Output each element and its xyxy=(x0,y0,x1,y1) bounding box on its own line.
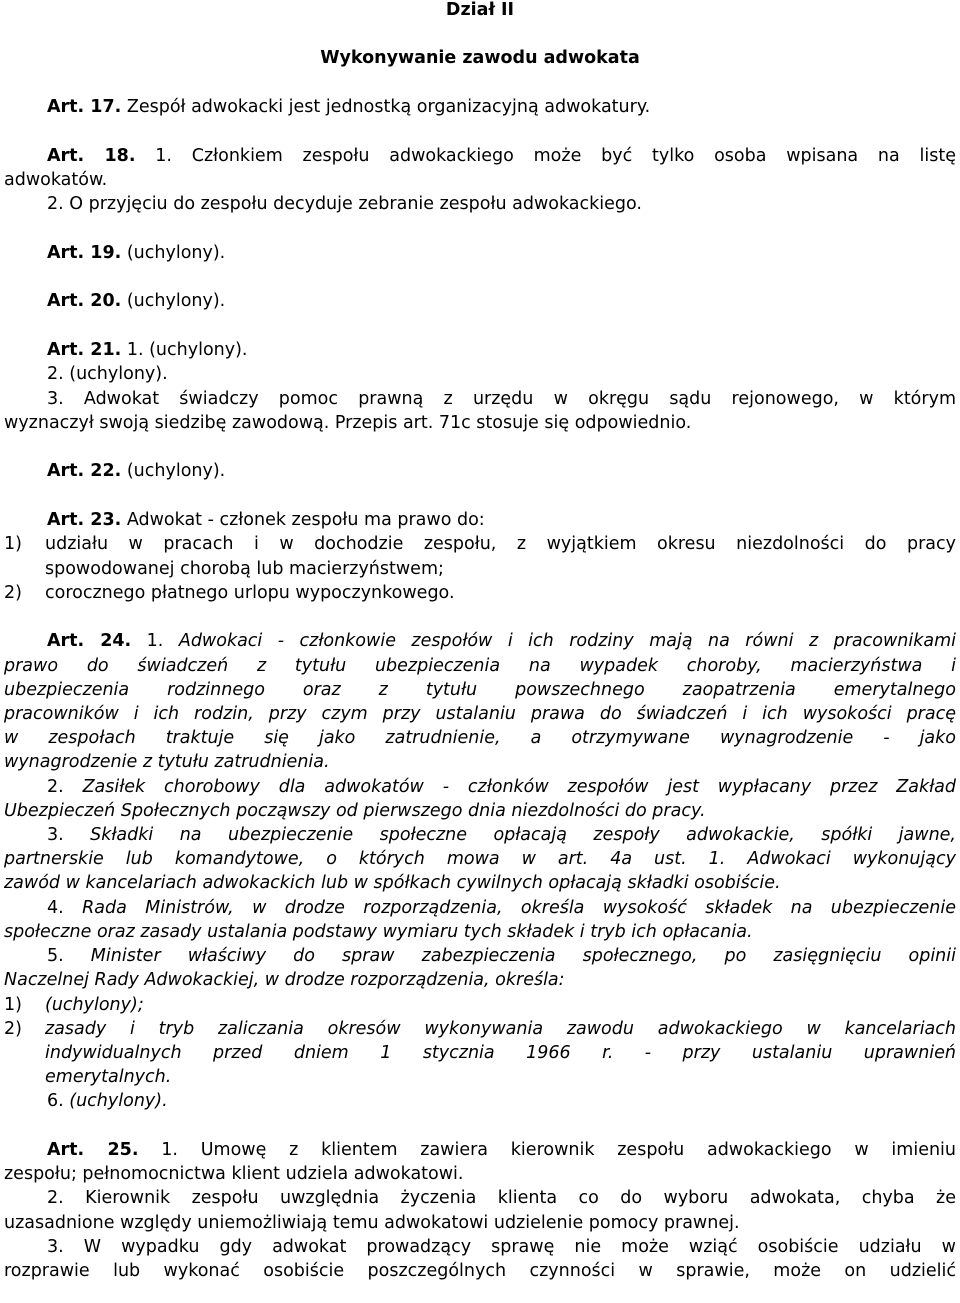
article-19-label: Art. 19. xyxy=(47,242,122,263)
article-20-label: Art. 20. xyxy=(47,291,122,312)
article-23-item-1-line-2: spowodowanej chorobą lub macierzyństwem; xyxy=(45,558,444,579)
article-24-line-3: ubezpieczenia rodzinnego oraz z tytułu powszechnego zaopatrzenia emerytalnego xyxy=(4,679,956,700)
article-23: Art. 23. Adwokat - członek zespołu ma prawo do: xyxy=(47,510,485,531)
article-24-para-3-line-3: zawód w kancelariach adwokackich lub w spółkach cywilnych opłacają składki osobiście. xyxy=(4,873,781,894)
article-18-para-2: 2. O przyjęciu do zespołu decyduje zebranie zespołu adwokackiego. xyxy=(47,194,642,215)
article-19: Art. 19. (uchylony). xyxy=(47,242,226,263)
article-17-text: Zespół adwokacki jest jednostką organizacyjną adwokatury. xyxy=(121,96,651,117)
article-21-para-2: 2. (uchylony). xyxy=(47,364,168,385)
article-24-para-6: 6. (uchylony). xyxy=(47,1091,168,1112)
article-25-line-1: Art. 25. 1. Umowę z klientem zawiera kierownik zespołu adwokackiego w imieniu xyxy=(47,1140,957,1161)
article-18-line-2: adwokatów. xyxy=(4,169,108,190)
article-24-para-3-line-1: 3. Składki na ubezpieczenie społeczne opłacają zespoły adwokackie, spółki jawne, xyxy=(47,825,956,846)
article-23-item-1: 1) udziału w pracach i w dochodzie zespołu, z wyjątkiem okresu niezdolności do pracy xyxy=(4,534,956,555)
chapter-title: Wykonywanie zawodu adwokata xyxy=(320,48,640,69)
article-25-label: Art. 25. xyxy=(47,1140,139,1161)
article-24-para-2-line-1: 2. Zasiłek chorobowy dla adwokatów - członków zespołów jest wypłacany przez Zakład xyxy=(47,776,956,797)
article-24-para-5-item-2-line-3: emerytalnych. xyxy=(45,1067,172,1088)
article-24-para-4-line-2: społeczne oraz zasady ustalania podstawy wymiaru tych składek i tryb ich opłacania. xyxy=(4,921,753,942)
article-17 xyxy=(4,95,956,119)
article-24-para-5-item-2: 2) zasady i tryb zaliczania okresów wykonywania zawodu adwokackiego w kancelariach xyxy=(4,1018,956,1039)
article-24-para-2-line-2: Ubezpieczeń Społecznych począwszy od pierwszego dnia niezdolności do pracy. xyxy=(4,800,706,821)
article-24-line-2: prawo do świadczeń z tytułu ubezpieczenia na wypadek choroby, macierzyństwa i xyxy=(4,655,956,676)
article-24-para-5-line-2: Naczelnej Rady Adwokackiej, w drodze rozporządzenia, określa: xyxy=(4,970,565,991)
article-21-para-3-line-2: wyznaczył swoją siedzibę zawodową. Przepis art. 71c stosuje się odpowiednio. xyxy=(4,412,692,433)
article-24-label: Art. 24. xyxy=(47,631,132,652)
article-24-para-5-item-1: 1) (uchylony); xyxy=(4,994,144,1015)
article-23-item-2: 2) corocznego płatnego urlopu wypoczynkowego. xyxy=(4,582,455,603)
article-20: Art. 20. (uchylony). xyxy=(47,291,226,312)
article-18-line-1: Art. 18. 1. Członkiem zespołu adwokackiego może być tylko osoba wpisana na listę xyxy=(47,145,956,166)
article-24-para-5-item-2-line-2: indywidualnych przed dniem 1 stycznia 1966 r. - przy ustalaniu uprawnień xyxy=(45,1042,956,1063)
article-25-para-2-line-1: 2. Kierownik zespołu uwzględnia życzenia klienta co do wyboru adwokata, chyba że xyxy=(47,1188,956,1209)
article-21-para-3-line-1: 3. Adwokat świadczy pomoc prawną z urzędu w okręgu sądu rejonowego, w którym xyxy=(47,388,956,409)
article-25-para-3-line-2: rozprawie lub wykonać osobiście poszczególnych czynności w sprawie, może on udzielić xyxy=(4,1261,956,1282)
article-25-para-3-line-1: 3. W wypadku gdy adwokat prowadzący sprawę nie może wziąć osobiście udziału w xyxy=(47,1236,956,1257)
chapter-heading: Dział II xyxy=(445,0,515,20)
article-25-line-2: zespołu; pełnomocnictwa klient udziela adwokatowi. xyxy=(4,1164,464,1185)
article-24-para-3-line-2: partnerskie lub komandytowe, o których mowa w art. 4a ust. 1. Adwokaci wykonujący xyxy=(4,849,956,870)
article-24-line-5: w zespołach traktuje się jako zatrudnienie, a otrzymywane wynagrodzenie - jako xyxy=(4,728,956,749)
article-22-label: Art. 22. xyxy=(47,461,122,482)
article-24-line-1: Art. 24. 1. Adwokaci - członkowie zespołów i ich rodziny mają na równi z pracownikami xyxy=(47,631,956,652)
article-25-para-2-line-2: uzasadnione względy uniemożliwiają temu adwokatowi udzielenie pomocy prawnej. xyxy=(4,1212,740,1233)
article-24-para-4-line-1: 4. Rada Ministrów, w drodze rozporządzenia, określa wysokość składek na ubezpieczenie xyxy=(47,897,956,918)
article-24-line-4: pracowników i ich rodzin, przy czym przy ustalaniu prawa do świadczeń i ich wysokości pracę xyxy=(4,704,956,725)
article-24-para-5-line-1: 5. Minister właściwy do spraw zabezpieczenia społecznego, po zasięgnięciu opinii xyxy=(47,946,956,967)
article-21-label: Art. 21. xyxy=(47,340,122,361)
article-17-label: Art. 17. xyxy=(47,96,122,117)
article-22: Art. 22. (uchylony). xyxy=(47,461,226,482)
article-24-line-6: wynagrodzenie z tytułu zatrudnienia. xyxy=(4,752,330,773)
article-18-label: Art. 18. xyxy=(47,145,136,166)
article-21: Art. 21. 1. (uchylony). xyxy=(47,340,248,361)
article-23-label: Art. 23. xyxy=(47,510,122,531)
